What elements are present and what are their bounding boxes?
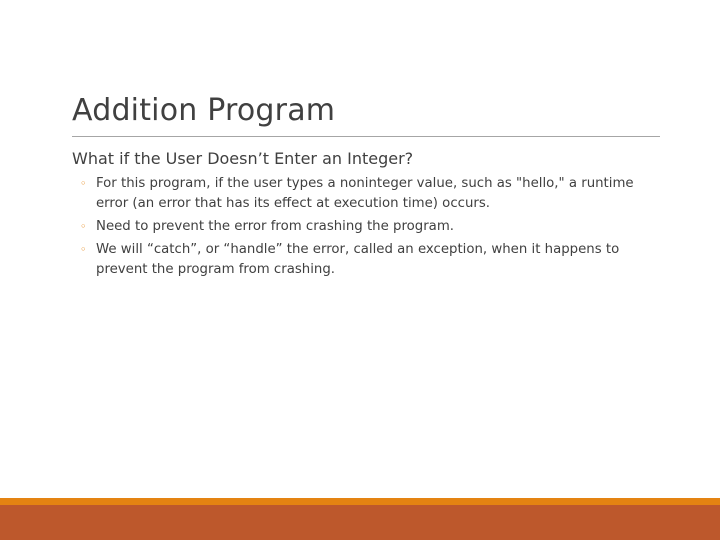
bullet-item xyxy=(72,217,662,237)
bullet-circle-icon: ◦ xyxy=(80,243,87,256)
bullet-list xyxy=(72,174,662,280)
bullet-item xyxy=(72,174,662,214)
bullet-circle-icon: ◦ xyxy=(80,220,87,233)
content-heading: What if the User Doesn’t Enter an Integer? xyxy=(72,149,414,168)
footer-band xyxy=(0,505,720,540)
bullet-text: Need to prevent the error from crashing the program. xyxy=(96,219,455,234)
bullet-text: For this program, if the user types a noninteger value, such as "hello," a runtime error (an error that has its effect at execution time) occurs. xyxy=(96,176,634,211)
footer-accent-bar xyxy=(0,498,720,505)
title-divider xyxy=(72,136,660,137)
slide-content xyxy=(72,148,662,283)
bullet-circle-icon: ◦ xyxy=(80,177,87,190)
bullet-text: We will “catch”, or “handle” the error, called an exception, when it happens to prevent the program from crashing. xyxy=(96,242,620,277)
bullet-item xyxy=(72,240,662,280)
slide-title: Addition Program xyxy=(72,93,336,128)
